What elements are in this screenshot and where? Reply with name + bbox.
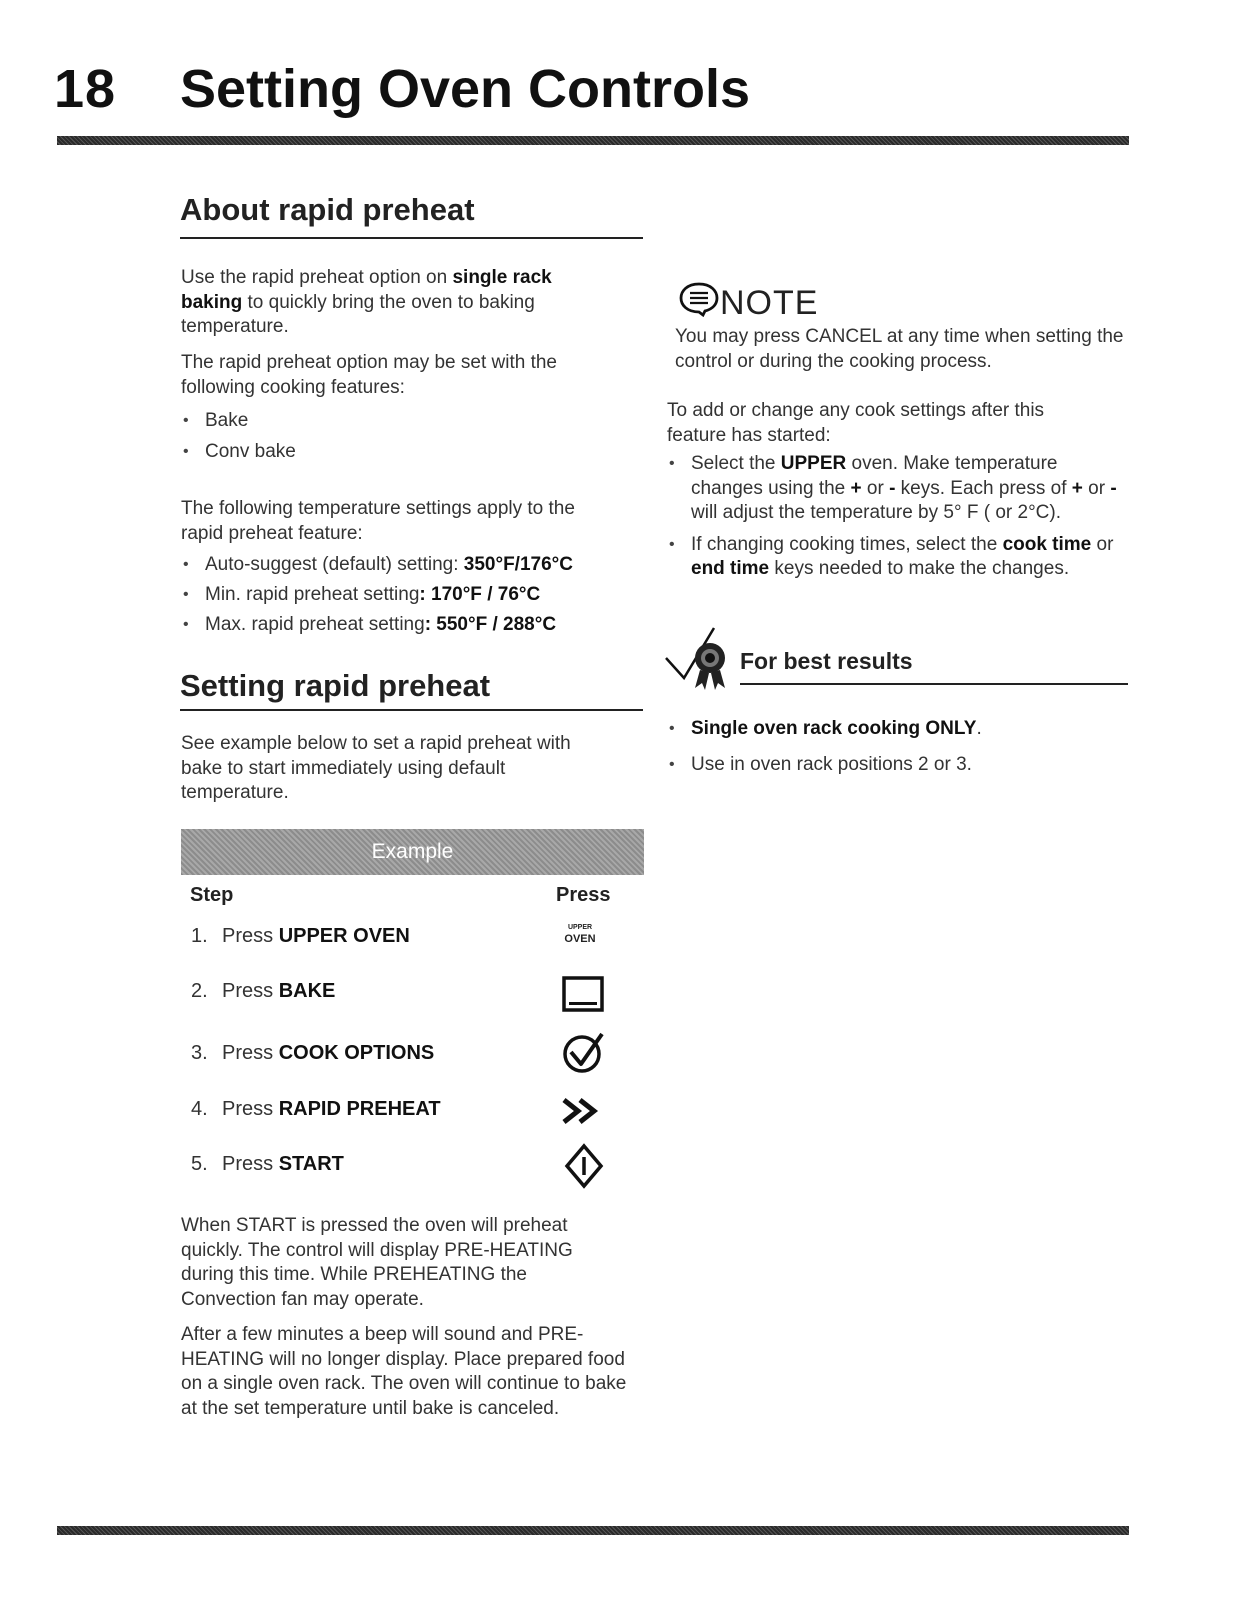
change-text: or xyxy=(1088,477,1111,499)
temp-label: Max. rapid preheat setting xyxy=(205,614,425,635)
change-item xyxy=(667,533,1127,582)
upper-oven-key-line2: OVEN xyxy=(564,933,596,945)
step-text: Press xyxy=(222,980,279,1002)
change-intro: To add or change any cook settings after this feature has started: xyxy=(667,400,1045,446)
upper-oven-key-line1: UPPER xyxy=(567,924,593,931)
step-number: 5. xyxy=(191,1153,208,1175)
change-text: oven. Make temperature changes using the xyxy=(691,453,1058,499)
step-number: 2. xyxy=(191,980,208,1002)
change-text: keys needed to make the changes. xyxy=(769,558,1070,579)
step-row xyxy=(191,1042,434,1065)
note-icon xyxy=(678,281,720,317)
change-bold: cook time xyxy=(1002,533,1092,555)
change-text: or xyxy=(1091,533,1114,555)
temps-list xyxy=(181,550,621,640)
best-item: • Use in oven rack positions 2 or 3. xyxy=(667,747,1107,783)
temp-value: : 550°F / 288°C xyxy=(424,614,557,635)
feature-item: • Bake xyxy=(181,405,601,436)
step-key: START xyxy=(278,1153,344,1175)
change-text: keys. Each press of xyxy=(895,477,1072,499)
step-key: BAKE xyxy=(278,980,336,1002)
about-heading-rule xyxy=(180,237,643,239)
plus-key: + xyxy=(1071,477,1083,499)
step-column-header: Step xyxy=(190,884,234,906)
change-text: will adjust the temperature by 5° F ( or 2°C). xyxy=(691,502,1061,523)
rapid-preheat-key-icon xyxy=(562,1097,606,1125)
change-text: or xyxy=(861,477,890,499)
temp-label: Auto-suggest (default) setting: xyxy=(205,554,464,575)
upper-oven-key-icon xyxy=(560,923,600,946)
temp-item xyxy=(181,550,621,580)
temp-item xyxy=(181,610,621,640)
setting-intro: See example below to set a rapid preheat with bake to start immediately using default temperature. xyxy=(181,733,571,803)
about-intro-text-end: to quickly bring the oven to baking temperature. xyxy=(181,291,535,337)
features-intro: The rapid preheat option may be set with the following cooking features: xyxy=(181,352,558,398)
best-item xyxy=(667,711,1107,747)
step-row xyxy=(191,980,335,1003)
about-heading: About rapid preheat xyxy=(180,192,475,227)
best-results-title: For best results xyxy=(740,648,913,674)
change-list xyxy=(667,452,1127,582)
change-bold: end time xyxy=(691,558,770,579)
best-item-end: . xyxy=(976,718,982,739)
press-column-header: Press xyxy=(556,884,611,906)
step-row xyxy=(191,925,410,948)
header-rule xyxy=(57,136,1129,145)
temps-intro: The following temperature settings apply to the rapid preheat feature: xyxy=(181,498,575,544)
step-text: Press xyxy=(222,925,279,947)
feature-item: • Conv bake xyxy=(181,436,601,467)
step-number: 3. xyxy=(191,1042,208,1064)
step-key: RAPID PREHEAT xyxy=(278,1098,441,1120)
change-bold: UPPER xyxy=(780,453,847,474)
change-item xyxy=(667,452,1127,526)
after-beep-text: After a few minutes a beep will sound and PRE-HEATING will no longer display. Place prepared food on a single oven rack. The oven will continue to bake at the set temperature until bake is canceled. xyxy=(181,1324,627,1419)
minus-key: - xyxy=(889,477,896,499)
setting-heading: Setting rapid preheat xyxy=(180,668,491,703)
step-number: 4. xyxy=(191,1098,208,1120)
minus-key: - xyxy=(1110,477,1117,499)
step-text: Press xyxy=(222,1098,279,1120)
features-list xyxy=(181,405,601,467)
footer-rule xyxy=(57,1526,1129,1535)
note-title: NOTE xyxy=(720,284,819,322)
page-title: Setting Oven Controls xyxy=(180,59,751,119)
about-intro-text: Use the rapid preheat option on xyxy=(181,267,453,288)
temp-value: 350°F/176°C xyxy=(463,554,573,575)
setting-heading-rule xyxy=(180,709,643,711)
change-text: If changing cooking times, select the xyxy=(691,533,1003,555)
best-item-bold: Single oven rack cooking ONLY xyxy=(691,718,977,739)
step-row xyxy=(191,1153,344,1176)
temp-label: Min. rapid preheat setting xyxy=(205,584,420,605)
step-key: UPPER OVEN xyxy=(278,925,410,947)
after-start-text: When START is pressed the oven will preheat quickly. The control will display PRE-HEATING during this time. While PREHEATING the Convection fan may operate. xyxy=(181,1215,573,1310)
about-intro xyxy=(181,266,601,340)
best-results-rule xyxy=(740,683,1128,685)
step-text: Press xyxy=(222,1042,279,1064)
temp-item xyxy=(181,580,621,610)
plus-key: + xyxy=(850,477,862,499)
example-banner: Example xyxy=(181,829,644,875)
award-ribbon-icon xyxy=(662,620,740,692)
about-intro-bold: single rack baking xyxy=(181,267,552,313)
bake-key-icon xyxy=(562,976,604,1012)
step-text: Press xyxy=(222,1153,279,1175)
change-text: Select the xyxy=(691,453,781,474)
start-key-icon xyxy=(564,1143,604,1189)
step-key: COOK OPTIONS xyxy=(278,1042,435,1064)
temp-value: : 170°F / 76°C xyxy=(419,584,541,605)
cook-options-key-icon xyxy=(562,1030,606,1074)
best-results-list xyxy=(667,711,1107,783)
page-number: 18 xyxy=(54,59,117,119)
step-number: 1. xyxy=(191,925,208,947)
note-text: You may press CANCEL at any time when setting the control or during the cooking process. xyxy=(675,326,1124,372)
step-row xyxy=(191,1098,441,1121)
